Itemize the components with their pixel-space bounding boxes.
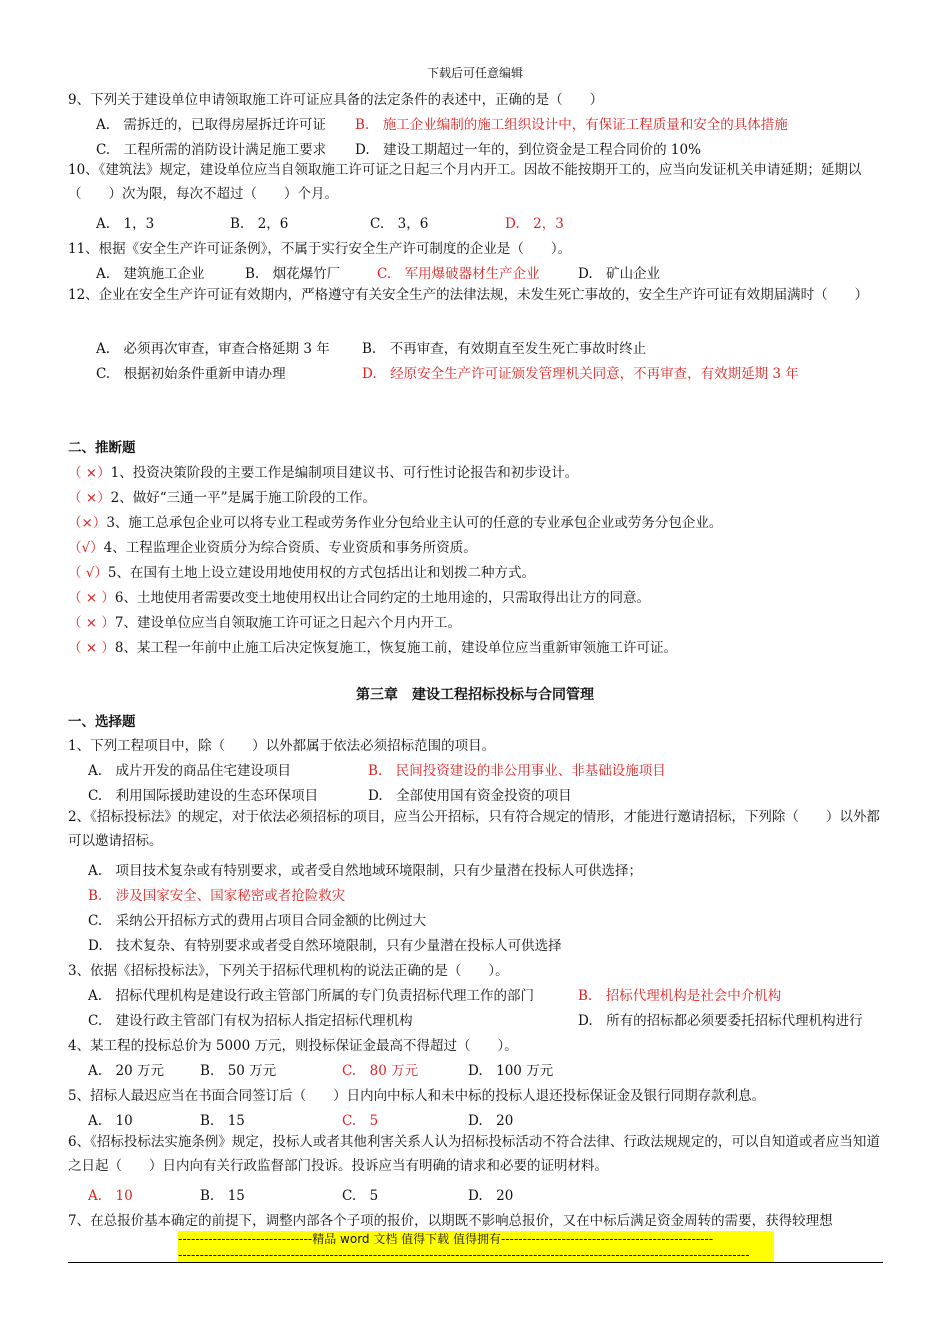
c4-option-a: A. 20 万元 <box>88 1063 165 1079</box>
c6-option-a: A. 10 <box>88 1188 133 1204</box>
c2-option-a: A. 项目技术复杂或有特别要求，或者受自然地域环境限制，只有少量潜在投标人可供选择； <box>88 863 643 879</box>
judgement-text: 5、在国有土地上设立建设用地使用权的方式包括出让和划拨二种方式。 <box>107 565 535 581</box>
q10-stem: 10、《建筑法》规定，建设单位应当自领取施工许可证之日起三个月内开工。因故不能按期开工的，应当向发证机关申请延期；延期以（ ）次为限，每次不超过（ ）个月。 <box>68 162 862 202</box>
q10-option-d: D. 2，3 <box>505 216 564 232</box>
c5-option-d: D. 20 <box>468 1113 514 1129</box>
judgement-item <box>68 636 677 656</box>
q12-option-b: B. 不再审查，有效期直至发生死亡事故时终止 <box>362 341 647 357</box>
c2-option-d: D. 技术复杂、有特别要求或者受自然环境限制，只有少量潜在投标人可供选择 <box>88 938 562 954</box>
q9-option-a: A. 需拆迁的，已取得房屋拆迁许可证 <box>96 117 327 133</box>
judgement-text: 2、做好“三通一平”是属于施工阶段的工作。 <box>110 490 377 506</box>
footer-banner-line2: ------------------------------------------------------------------------------------------------------------------------------------ <box>178 1247 774 1263</box>
c5-option-b: B. 15 <box>200 1113 245 1129</box>
c4-option-b: B. 50 万元 <box>200 1063 277 1079</box>
judgement-item <box>68 586 650 606</box>
q10-option-a: A. 1，3 <box>96 216 155 232</box>
q12-option-a: A. 必须再次审查，审查合格延期 3 年 <box>96 341 330 357</box>
c3-stem: 3、依据《招标投标法》，下列关于招标代理机构的说法正确的是（ ）。 <box>68 963 509 979</box>
c5-option-c: C. 5 <box>342 1113 379 1129</box>
c1-option-b: B. 民间投资建设的非公用事业、非基础设施项目 <box>368 763 666 779</box>
c2-option-b: B. 涉及国家安全、国家秘密或者抢险救灾 <box>88 888 346 904</box>
q11-option-a: A. 建筑施工企业 <box>96 266 205 282</box>
q11-stem: 11、根据《安全生产许可证条例》，不属于实行安全生产许可制度的企业是（ ）。 <box>68 241 572 257</box>
c3-option-c: C. 建设行政主管部门有权为招标人指定招标代理机构 <box>88 1013 413 1029</box>
c6-option-d: D. 20 <box>468 1188 514 1204</box>
judgement-mark: （√） <box>68 540 104 556</box>
c4-option-c: C. 80 万元 <box>342 1063 419 1079</box>
page-header: 下载后可任意编辑 <box>426 66 523 80</box>
judgement-mark: （ ×） <box>68 490 111 506</box>
judgement-item <box>68 561 535 581</box>
judgement-text: 6、土地使用者需要改变土地使用权出让合同约定的土地用途的，只需取得出让方的同意。 <box>114 590 650 606</box>
c1-option-a: A. 成片开发的商品住宅建设项目 <box>88 763 292 779</box>
c2-option-c: C. 采纳公开招标方式的费用占项目合同金额的比例过大 <box>88 913 427 929</box>
c6-stem: 6、《招标投标法实施条例》规定，投标人或者其他利害关系人认为招标投标活动不符合法律、行政法规规定的，可以自知道或者应当知道之日起（ ）日内向有关行政监督部门投诉。投诉应当有明确的请求和必要的证明材料。 <box>68 1134 880 1174</box>
section-judgement-title: 二、推断题 <box>68 440 136 456</box>
judgement-text: 8、某工程一年前中止施工后决定恢复施工，恢复施工前，建设单位应当重新审领施工许可证。 <box>114 640 677 656</box>
c5-stem: 5、招标人最迟应当在书面合同签订后（ ）日内向中标人和未中标的投标人退还投标保证金及银行同期存款利息。 <box>68 1088 766 1104</box>
c6-option-b: B. 15 <box>200 1188 245 1204</box>
judgement-text: 4、工程监理企业资质分为综合资质、专业资质和事务所资质。 <box>103 540 477 556</box>
q9-option-b: B. 施工企业编制的施工组织设计中，有保证工程质量和安全的具体措施 <box>355 117 788 133</box>
footer-banner-line1: -------------------------------精品 word 文档 值得下载 值得拥有------------------------------------------------- <box>178 1231 774 1247</box>
c2-stem: 2、《招标投标法》的规定，对于依法必须招标的项目，应当公开招标，只有符合规定的情形，才能进行邀请招标，下列除（ ）以外都可以邀请招标。 <box>68 809 880 849</box>
judgement-text: 7、建设单位应当自领取施工许可证之日起六个月内开工。 <box>114 615 461 631</box>
judgement-mark: （ × ） <box>68 640 115 656</box>
judgement-mark: （ × ） <box>68 615 115 631</box>
c1-option-d: D. 全部使用国有资金投资的项目 <box>368 788 572 804</box>
c4-option-d: D. 100 万元 <box>468 1063 554 1079</box>
q12-option-d: D. 经原安全生产许可证颁发管理机关同意，不再审查，有效期延期 3 年 <box>362 366 799 382</box>
judgement-item <box>68 486 376 506</box>
c4-stem: 4、某工程的投标总价为 5000 万元，则投标保证金最高不得超过（ ）。 <box>68 1038 518 1054</box>
q10-option-c: C. 3，6 <box>370 216 429 232</box>
judgement-mark: （ × ） <box>68 590 115 606</box>
q11-option-c: C. 军用爆破器材生产企业 <box>377 266 540 282</box>
c6-option-c: C. 5 <box>342 1188 379 1204</box>
q9-option-c: C. 工程所需的消防设计满足施工要求 <box>96 142 327 158</box>
judgement-item <box>68 536 477 556</box>
q11-option-b: B. 烟花爆竹厂 <box>245 266 341 282</box>
judgement-item <box>68 611 461 631</box>
judgement-mark: （×） <box>68 515 107 531</box>
q12-option-c: C. 根据初始条件重新申请办理 <box>96 366 286 382</box>
c7-stem: 7、在总报价基本确定的前提下，调整内部各个子项的报价，以期既不影响总报价，又在中标后满足资金周转的需要，获得较理想 <box>68 1213 833 1229</box>
c3-option-d: D. 所有的招标都必须要委托招标代理机构进行 <box>578 1013 863 1029</box>
q9-stem: 9、下列关于建设单位申请领取施工许可证应具备的法定条件的表述中，正确的是（ ） <box>68 92 604 108</box>
c3-option-b: B. 招标代理机构是社会中介机构 <box>578 988 782 1004</box>
q12-stem: 12、企业在安全生产许可证有效期内，严格遵守有关安全生产的法律法规，未发生死亡事故的，安全生产许可证有效期届满时（ ） <box>68 287 869 303</box>
judgement-mark: （ √） <box>68 565 108 581</box>
q9-option-d: D. 建设工期超过一年的，到位资金是工程合同价的 10% <box>355 142 701 158</box>
footer-rule <box>68 1262 883 1263</box>
judgement-text: 3、施工总承包企业可以将专业工程或劳务作业分包给业主认可的任意的专业承包企业或劳务分包企业。 <box>106 515 723 531</box>
chapter-title: 第三章 建设工程招标投标与合同管理 <box>356 687 594 703</box>
section-choice-title: 一、选择题 <box>68 714 136 730</box>
c1-stem: 1、下列工程项目中，除（ ）以外都属于依法必须招标范围的项目。 <box>68 738 496 754</box>
c5-option-a: A. 10 <box>88 1113 133 1129</box>
judgement-mark: （ ×） <box>68 465 111 481</box>
c3-option-a: A. 招标代理机构是建设行政主管部门所属的专门负责招标代理工作的部门 <box>88 988 535 1004</box>
c1-option-c: C. 利用国际援助建设的生态环保项目 <box>88 788 319 804</box>
q10-option-b: B. 2，6 <box>230 216 289 232</box>
judgement-item <box>68 461 578 481</box>
judgement-item <box>68 511 722 531</box>
judgement-text: 1、投资决策阶段的主要工作是编制项目建议书、可行性讨论报告和初步设计。 <box>110 465 579 481</box>
q11-option-d: D. 矿山企业 <box>578 266 661 282</box>
